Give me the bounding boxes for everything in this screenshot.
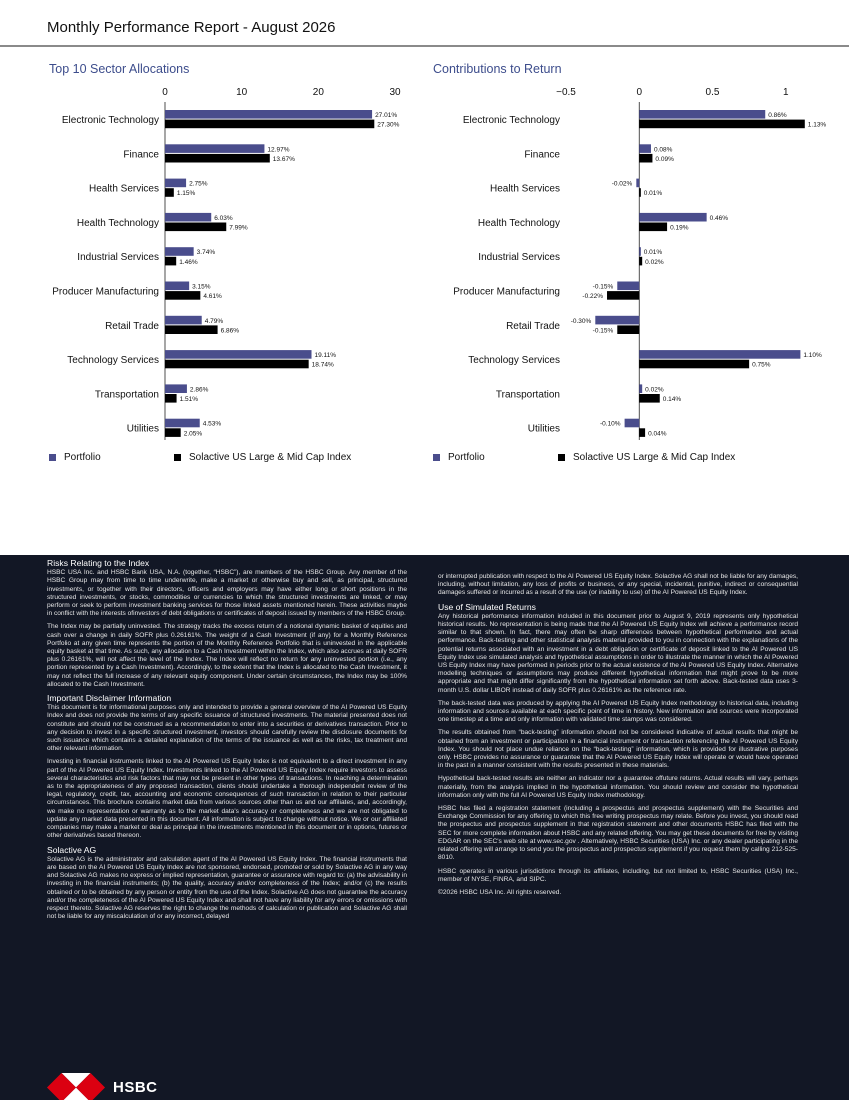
bar-index [165, 188, 174, 197]
legend-swatch-portfolio [49, 454, 56, 461]
data-label: -0.02% [611, 180, 633, 188]
data-label: 1.13% [807, 121, 827, 129]
x-tick-label: 10 [236, 87, 248, 98]
category-label: Utilities [527, 423, 560, 435]
legend-label-portfolio: Portfolio [448, 452, 485, 463]
category-label: Retail Trade [105, 320, 159, 332]
category-label: Retail Trade [506, 320, 560, 332]
bar-portfolio [639, 350, 800, 359]
bar-portfolio [165, 350, 312, 359]
contributions-chart [420, 85, 849, 465]
disclosure-paragraph: This document is for informational purposes only and intended to provide a general overview of the AI Powered US Equity Index and does not provide the terms of any specific issuance of structured investments. The material presented does not constitute and should not be construed as a recommendation to enter into a securities or derivatives transaction. Prior to any decision to invest in a specific structured investment, investors should carefully review the disclosure documents for such issuance which contains a detailed explanation of the terms of the issuance as well as the risks, tax treatment and other relevant information. [47, 704, 407, 753]
contributions-legend [433, 452, 735, 463]
disclosure-paragraph: Solactive AG is the administrator and calculation agent of the AI Powered US Equity Index. The financial instruments that are based on the AI Powered US Equity Index are not sponsored, endorsed, promoted or sold by Solactive AG in any way and Solactive AG makes no express or implied representation, guarantee or assurance with regard to: (a) the advisability in investing in the financial instruments; (b) the quality, accuracy and/or completeness of the Index; and/or (c) the results obtained or to be obtained by any person or entity from the use of the Index. Solactive AG does not guarantee the accuracy and/or the completeness of the AI Powered US Equity Index and shall not have any liability for any errors or omissions with respect thereto. Solactive AG reserves the right to change the methods of calculation or publication and Solactive AG shall not be liable for any miscalculation of or any incorrect, delayed [47, 855, 407, 921]
data-label: -0.22% [582, 293, 604, 301]
data-label: 12.97% [267, 146, 290, 154]
allocations-chart [0, 85, 420, 465]
data-label: 3.74% [196, 249, 216, 257]
data-label: 27.01% [375, 112, 398, 119]
data-label: 2.75% [189, 180, 208, 188]
disclosure-paragraph: or interrupted publication with respect to the AI Powered US Equity Index. Solactive AG shall not be liable for any damages, including, without limitation, any loss of profits or business, or any special, incidental, punitive, indirect or consequential damages suffered or incurred as a result of the use (or inability to use) of the AI Powered US Equity Index. [438, 573, 798, 597]
legend-label-index: Solactive US Large & Mid Cap Index [189, 452, 352, 463]
category-label: Producer Manufacturing [453, 286, 560, 298]
bar-portfolio [165, 247, 194, 256]
category-label: Electronic Technology [61, 115, 159, 126]
bar-portfolio [639, 110, 765, 119]
disclosure-paragraph: The Index may be partially uninvested. The strategy tracks the excess return of a notional dynamic basket of equities and cash over a change in daily SOFR plus 0.26161%. The weight of a Cash Investment (if any) for a Monthly Reference Portfolio at any given time represents the portion of the Monthly Reference Portfolio that is uninvested in the applicable equity basket at that time. As such, any allocation to a Cash Investment within the Index, which also accrues at daily SOFR plus 0.26161%, will not affect the level of the Index. The Index will reflect no return for any uninvested portion (i.e., any portion represented by a Cash Investment). Accordingly, to the extent that the Index is allocated to the Cash Investment, it may not reflect the full increase of any relevant equity component. Under certain circumstances, the Index may be 100% allocated to the Cash Investment. [47, 623, 407, 688]
bar-portfolio [639, 213, 706, 222]
disclosures-section [0, 555, 849, 1100]
bar-index [639, 188, 641, 197]
bar-index [165, 360, 309, 369]
data-label: 27.30% [377, 121, 400, 129]
disclosure-heading: Risks Relating to the Index [47, 559, 150, 568]
category-label: Finance [524, 149, 560, 161]
data-label: 6.03% [214, 214, 233, 222]
bar-index [617, 325, 639, 334]
bar-portfolio [625, 419, 640, 428]
bar-index [165, 154, 270, 163]
category-label: Technology Services [468, 355, 560, 367]
data-label: 0.01% [643, 249, 663, 257]
data-label: 6.86% [220, 327, 240, 335]
disclosure-paragraph: Investing in financial instruments linked to the AI Powered US Equity Index is not equivalent to a direct investment in any part of the AI Powered US Equity Index. Investments linked to the AI Powered US Equity Index require investors to assess several characteristics and risk factors that may not be present in other types of transactions. In reaching a determination as to the appropriateness of any proposed transaction, clients should undertake a thorough independent review of the legal, regulatory, credit, tax, accounting and economic consequences of such transaction in relation to their particular circumstances. This brochure contains market data from various sources other than us and our affiliates, and, accordingly, we make no representation or warranty as to the market data's accuracy or completeness and we are not obligated to update any market data presented in this document. All information is subject to change without notice. We or our affiliated companies may make a market or deal as principal in the investments mentioned in this document or in options, futures or other derivatives based thereon. [47, 758, 407, 840]
bar-index [165, 257, 176, 266]
disclosure-paragraph: The back-tested data was produced by applying the AI Powered US Equity Index methodology to historical data, including information and sources available at each specific point of time in history. New information and sources were incorporated one timestep at a time and only information with validated time stamps was considered. [438, 699, 798, 724]
data-label: 0.04% [648, 430, 667, 438]
bar-index [639, 120, 805, 129]
disclosure-heading: Use of Simulated Returns [438, 601, 536, 612]
hsbc-logo [47, 1073, 158, 1100]
data-label: -0.15% [592, 283, 614, 291]
data-label: 18.74% [311, 361, 334, 369]
x-tick-label: −0.5 [556, 87, 576, 98]
x-tick-label: 0 [162, 87, 168, 98]
category-label: Finance [123, 149, 159, 161]
data-label: 0.08% [653, 146, 673, 154]
category-label: Producer Manufacturing [52, 286, 159, 298]
data-label: 1.10% [803, 352, 822, 360]
bar-index [639, 394, 660, 403]
x-tick-label: 0.5 [705, 87, 720, 98]
category-label: Industrial Services [77, 252, 159, 264]
bar-index [639, 428, 645, 437]
bar-portfolio [165, 213, 211, 222]
bar-index [165, 223, 226, 232]
category-label: Technology Services [67, 355, 159, 367]
category-label: Health Services [88, 183, 159, 195]
legend-swatch-index [174, 454, 181, 461]
legend-swatch-index [558, 454, 565, 461]
data-label: 4.61% [203, 293, 222, 301]
disclosure-heading: Solactive AG [47, 844, 97, 855]
data-label: 0.02% [645, 258, 664, 266]
bar-portfolio [617, 282, 639, 291]
chart-title-allocations: Top 10 Sector Allocations [49, 62, 190, 76]
category-label: Utilities [126, 423, 159, 435]
data-label: 2.05% [183, 430, 203, 438]
data-label: 3.15% [192, 283, 211, 291]
bar-index [165, 120, 374, 129]
category-label: Health Technology [477, 217, 560, 229]
data-label: 1.51% [179, 396, 199, 403]
category-label: Electronic Technology [462, 115, 560, 126]
data-label: -0.30% [570, 317, 592, 325]
legend-label-index: Solactive US Large & Mid Cap Index [573, 452, 736, 463]
bar-index [639, 223, 667, 232]
x-tick-label: 30 [389, 87, 401, 98]
data-label: 2.86% [189, 386, 209, 394]
disclosure-paragraph: Hypothetical back-tested results are neither an indicator nor a guarantee offuture returns. Actual results will vary, perhaps materially, from the analysis implied in the hypothetical information. You should review and consider the hypothetical information only with the full AI Powered US Equity Index methodology. [438, 775, 798, 799]
disclosure-paragraph: ©2026 HSBC USA Inc. All rights reserved. [438, 888, 562, 896]
disclosure-paragraph: HSBC operates in various jurisdictions through its affiliates, including, but not limited to, HSBC Securities (USA) Inc., member of NYSE, FINRA, and SIPC. [438, 867, 798, 883]
bar-portfolio [165, 110, 372, 119]
category-label: Transportation [94, 389, 159, 401]
data-label: -0.15% [592, 327, 614, 335]
bar-portfolio [165, 384, 187, 393]
data-label: 4.79% [204, 317, 224, 325]
legend-label-portfolio: Portfolio [64, 452, 101, 463]
data-label: -0.10% [599, 420, 621, 428]
category-label: Industrial Services [478, 252, 560, 264]
data-label: 0.19% [670, 224, 689, 232]
bar-portfolio [165, 144, 264, 153]
chart-title-contributions: Contributions to Return [433, 62, 562, 76]
disclosure-heading: Important Disclaimer Information [47, 693, 172, 704]
bar-portfolio [639, 384, 642, 393]
legend-swatch-portfolio [433, 454, 440, 461]
bar-portfolio [165, 179, 186, 188]
data-label: 7.99% [229, 224, 248, 232]
bar-portfolio [639, 247, 641, 256]
allocations-legend [49, 452, 351, 463]
data-label: 19.11% [314, 352, 337, 360]
disclosure-paragraph: Any historical performance information included in this document prior to August 9, 2019 represents only hypothetical historical results. No representation is being made that the AI Powered US Equity Index will achieve a performance record similar to that shown. In fact, there may often be sharp differences between hypothetical performance and actual performance. Back-testing and other statistical analysis material provided to you in connection with the explanations of the potential returns associated with an investment in a debt obligation or certificate of deposit linked to the AI Powered US Equity Index use simulated analysis and hypothetical assumptions in order to illustrate the manner in which the AI Powered US Equity Index may have performed in periods prior to the actual existence of the AI Powered US Equity Index. Alternative modelling techniques or assumptions may produce different hypothetical information that might prove to be more appropriate and that might differ significantly from the hypothetical information set forth above. Back-tested data uses 3-month U.S. dollar LIBOR instead of daily SOFR plus 0.26161% as the reference rate. [438, 612, 798, 694]
data-label: 1.46% [179, 258, 198, 266]
bar-index [639, 360, 749, 369]
data-label: 1.15% [176, 190, 196, 198]
data-label: 0.02% [645, 386, 664, 394]
bar-portfolio [639, 144, 651, 153]
x-tick-label: 20 [312, 87, 324, 98]
bar-portfolio [595, 316, 639, 325]
bar-portfolio [165, 419, 200, 428]
bar-index [165, 428, 181, 437]
bar-portfolio [165, 316, 202, 325]
bar-portfolio [636, 179, 639, 188]
bar-index [165, 394, 177, 403]
data-label: 0.09% [655, 155, 674, 163]
x-tick-label: 0 [636, 87, 643, 98]
bar-index [165, 325, 218, 334]
category-label: Health Technology [76, 217, 159, 229]
disclosures-right-column [438, 573, 798, 902]
bar-index [607, 291, 639, 300]
disclosure-paragraph: The results obtained from “back-testing” information should not be considered indicative of actual results that might be obtained from an investment or participation in a financial instrument or transaction referencing the AI Powered US Equity Index. You should not place undue reliance on the “back-testing” information, which is provided for illustrative purposes only. HSBC provides no assurance or guarantee that the AI Powered US Equity Index will operate or would have operated in the past in a manner consistent with the results presented in these materials. [438, 729, 798, 770]
logo-wordmark: HSBC [113, 1079, 158, 1096]
bar-index [639, 154, 652, 163]
data-label: 13.67% [272, 155, 295, 163]
x-tick-label: 1 [782, 87, 789, 98]
data-label: 0.86% [768, 112, 787, 119]
category-label: Health Services [489, 183, 560, 195]
data-label: 4.53% [202, 420, 222, 428]
page-title: Monthly Performance Report - August 2026 [47, 19, 336, 36]
bar-index [165, 291, 200, 300]
disclosure-paragraph: HSBC USA Inc. and HSBC Bank USA, N.A. (together, “HSBC”), are members of the HSBC Group. Any member of the HSBC Group may from time to time underwrite, make a market or otherwise buy and sell, as principal, structured investments, or together with their directors, officers and employers may have either long or short positions in the structured investments, or stocks, commodities or currencies to which the structured investments are linked, or may perform or seek to perform investment banking services for those linked assets mentioned herein. These activities maybe in conflict with the interests ofinvestors of debt obligations or certificates of deposit issued by members of the HSBC Group. [47, 569, 407, 618]
data-label: 0.46% [709, 214, 729, 222]
bar-portfolio [165, 282, 189, 291]
disclosure-paragraph: HSBC has filed a registration statement (including a prospectus and prospectus supplement) with the Securities and Exchange Commission for any offering to which this free writing prospectus may relate. Before you invest, you should read the prospectus and prospectus supplement in that registration statement and other documents HSBC has filed with the SEC for more complete information about HSBC and any related offering. You may get these documents for free by visiting EDGAR on the SEC's web site at www.sec.gov . Alternatively, HSBC Securities (USA) Inc. or any dealer participating in the related offering will arrange to send you the prospectus and prospectus supplement if you request them by calling 212-525-8010. [438, 805, 798, 862]
bar-index [639, 257, 642, 266]
header-divider [0, 45, 849, 47]
data-label: 0.75% [752, 361, 771, 369]
hsbc-hexagon-icon [47, 1073, 105, 1100]
disclosures-left-column [47, 559, 407, 1041]
data-label: 0.01% [643, 190, 663, 198]
category-label: Transportation [495, 389, 560, 401]
data-label: 0.14% [662, 396, 682, 403]
